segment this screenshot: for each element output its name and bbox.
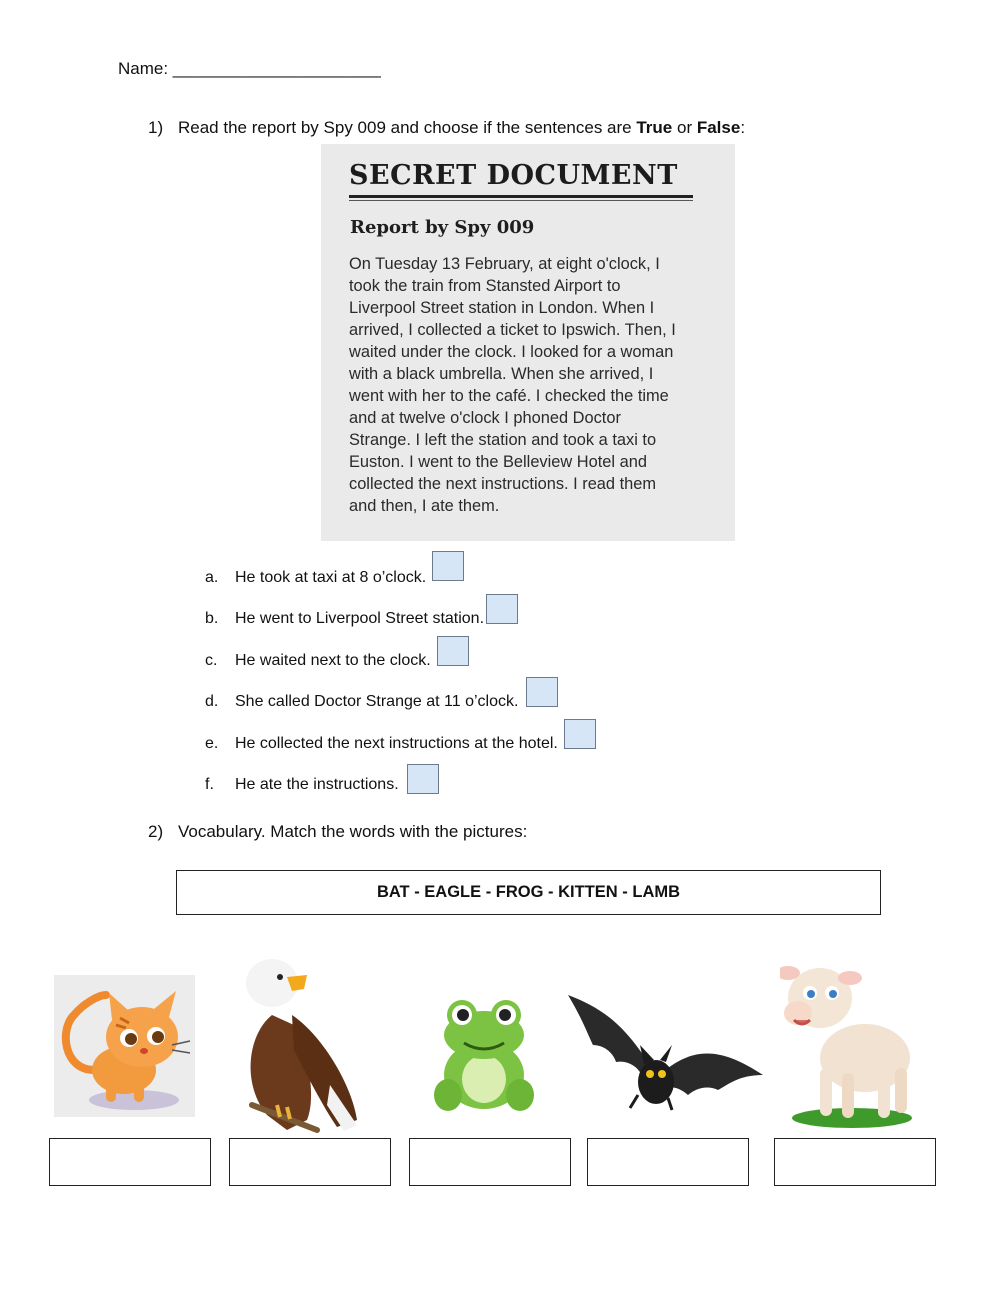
statement-text: He collected the next instructions at the hotel. [235,735,558,752]
statement-letter: d. [205,693,219,710]
question-2-prompt [148,822,527,842]
title-underline [349,195,693,198]
answer-box-a[interactable] [432,551,464,581]
answer-box-frog[interactable] [409,1138,571,1186]
lamb-icon [780,958,920,1133]
answer-box-bat[interactable] [587,1138,749,1186]
answer-box-d[interactable] [526,677,558,707]
statement-c [205,644,469,670]
document-subtitle: Report by Spy 009 [350,217,535,238]
statement-letter: b. [205,610,219,627]
prompt-text: Read the report by Spy 009 and choose if the sentences are [178,118,637,137]
statement-f [205,768,439,794]
statement-text: He took at taxi at 8 o’clock. [235,569,427,586]
question-1-prompt [148,118,745,138]
title-underline-thin [349,200,693,201]
statement-letter: a. [205,569,219,586]
statement-text: She called Doctor Strange at 11 o’clock. [235,693,519,710]
statement-text: He waited next to the clock. [235,652,431,669]
statement-letter: f. [205,776,214,793]
answer-box-eagle[interactable] [229,1138,391,1186]
kitten-icon [54,975,195,1117]
word-bank: BAT - EAGLE - FROG - KITTEN - LAMB [176,870,881,915]
bat-icon [568,990,763,1115]
statement-text: He ate the instructions. [235,776,399,793]
answer-box-lamb[interactable] [774,1138,936,1186]
statement-letter: c. [205,652,218,669]
frog-icon [434,995,534,1113]
eagle-icon [232,955,362,1135]
document-title: SECRET DOCUMENT [349,160,678,191]
answer-box-c[interactable] [437,636,469,666]
statement-letter: e. [205,735,219,752]
or-word: or [672,118,697,137]
document-body: On Tuesday 13 February, at eight o'clock, I took the train from Stansted Airport to Liverpool Street station in London. When I arrived, I collected a ticket to Ipswich. Then, I waited under the clock. I looked for a woman with a black umbrella. When she arrived, I went with her to the café. I checked the time and at twelve o'clock I phoned Doctor Strange. I left the station and took a taxi to Euston. I went to the Belleview Hotel and collected the next instructions. I read them and then, I ate them. [349,255,676,515]
question-number: 2) [148,822,164,841]
prompt-colon: : [740,118,746,137]
true-word: True [636,118,673,137]
statement-d [205,685,558,711]
name-field-label: Name: ______________________ [118,59,381,78]
answer-box-e[interactable] [564,719,596,749]
answer-box-b[interactable] [486,594,518,624]
statement-e [205,727,596,753]
answer-box-f[interactable] [407,764,439,794]
false-word: False [696,118,741,137]
prompt-text: Vocabulary. Match the words with the pictures: [178,822,528,841]
statement-b [205,602,518,628]
statement-text: He went to Liverpool Street station. [235,610,485,627]
question-number: 1) [148,118,164,137]
secret-document-image [321,144,735,541]
statement-a [205,561,464,587]
answer-box-kitten[interactable] [49,1138,211,1186]
